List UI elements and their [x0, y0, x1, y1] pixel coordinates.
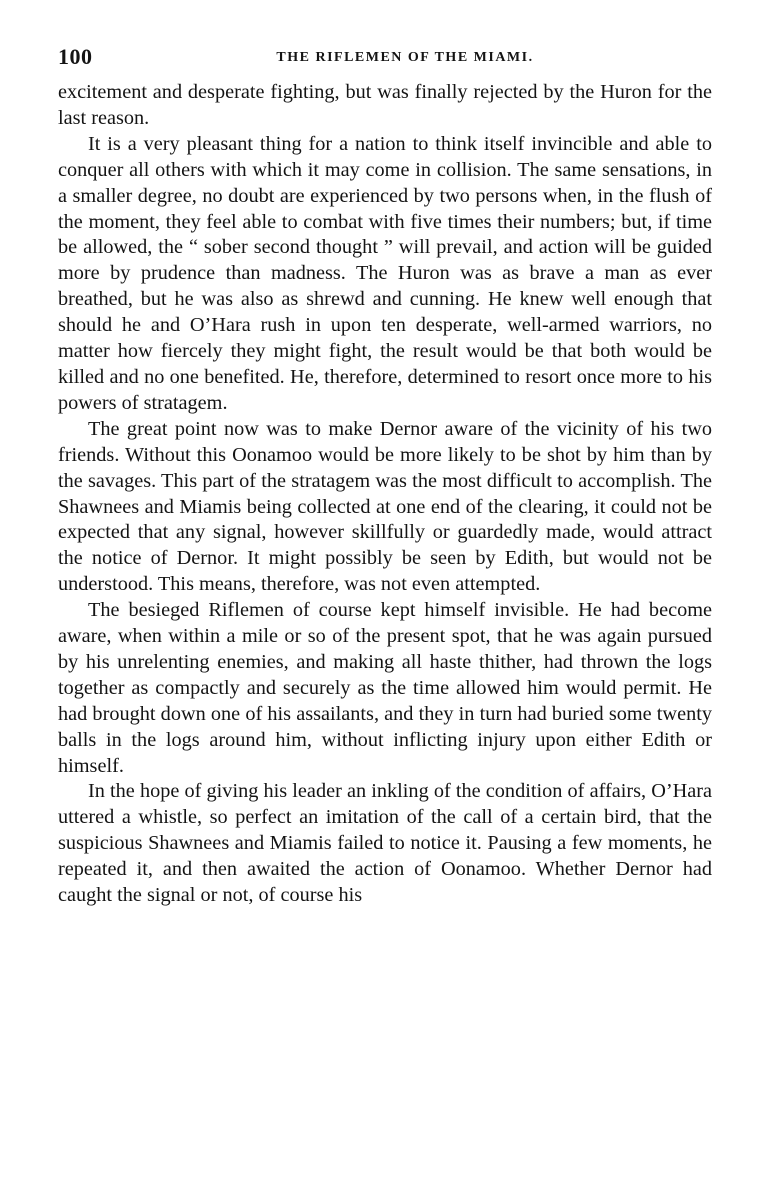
running-head	[58, 44, 712, 80]
paragraph-2: It is a very pleasant thing for a nation to think itself invincible and able to conquer all others with which it may come in collision. The same sensations, in a smaller degree, no doubt are experienced by two persons when, in the flush of the moment, they feel able to combat with five times their numbers; but, if time be allowed, the “ sober second thought ” will prevail, and action will be guided more by prudence than madness. The Huron was as brave a man as ever breathed, but he was also as shrewd and cunning. He knew well enough that should he and O’Hara rush in upon ten desperate, well-armed warriors, no matter how fiercely they might fight, the result would be that both would be killed and no one benefited. He, therefore, determined to resort once more to his powers of stratagem.	[58, 132, 712, 414]
paragraph-3: The great point now was to make Dernor aware of the vicinity of his two friends. Without this Oonamoo would be more likely to be shot by him than by the savages. This part of the stratagem was the most difficult to accomplish. The Shawnees and Miamis being collected at one end of the clearing, it could not be expected that any signal, however skillfully or guardedly made, would attract the notice of Dernor. It might possibly be seen by Edith, but would not be understood. This means, therefore, was not even attempted.	[58, 417, 712, 596]
paragraph-5: In the hope of giving his leader an inkling of the condition of affairs, O’Hara uttered a whistle, so perfect an imitation of the call of a certain bird, that the suspicious Shawnees and Miamis failed to notice it. Pausing a few moments, he repeated it, and then awaited the action of Oonamoo. Whether Dernor had caught the signal or not, of course his	[58, 780, 712, 907]
body-text	[58, 80, 712, 909]
running-title: THE RIFLEMEN OF THE MIAMI.	[276, 50, 534, 65]
page-number: 100	[58, 44, 93, 69]
paragraph-4: The besieged Riflemen of course kept himself invisible. He had become aware, when within a mile or so of the present spot, that he was again pursued by his unrelenting enemies, and making all haste thither, had thrown the logs together as compactly and securely as the time allowed him would permit. He had brought down one of his assailants, and they in turn had buried some twenty balls in the logs around him, without inflicting injury upon either Edith or himself.	[58, 599, 712, 777]
paragraph-1-continued: excitement and desperate fighting, but was finally rejected by the Huron for the last reason.	[58, 81, 712, 129]
